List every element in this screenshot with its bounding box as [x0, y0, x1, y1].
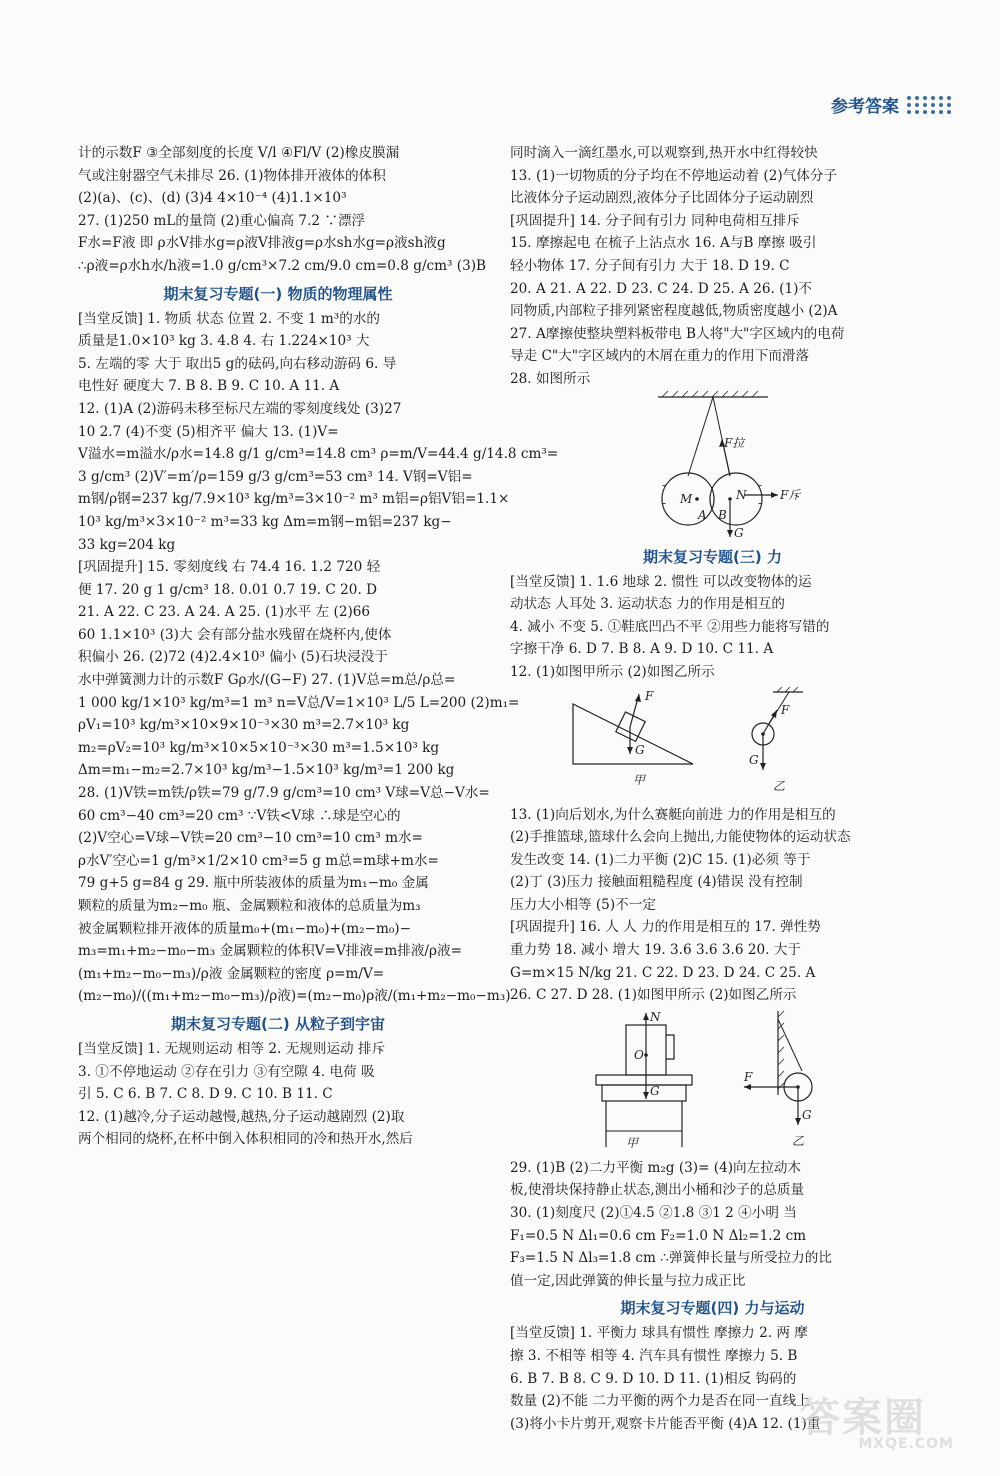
watermark-big: 答案圈 [800, 1395, 926, 1441]
text-line: (2)V空心=V球−V铁=20 cm³−10 cm³=10 cm³ m水= [78, 830, 423, 847]
text-line: 同物质,内部粒子排列紧密程度越低,物质密度越小 (2)A [510, 303, 838, 320]
text-line: 水中弹簧测力计的示数F Gρ水/(G−F) 27. (1)V总=m总/ρ总= [78, 672, 456, 689]
fig1-label: M [679, 491, 692, 506]
text-line: 积偏小 26. (2)72 (4)2.4×10³ 偏小 (5)石块浸没于 [78, 649, 388, 666]
text-line: [巩固提升] 15. 零刻度线 右 74.4 16. 1.2 720 轻 [78, 559, 381, 576]
fig2-caption: 甲 [632, 772, 645, 787]
section-title-4: 期末复习专题(四) 力与运动 [620, 1299, 805, 1318]
fig1-label: A [697, 507, 707, 522]
fig1-label: N [735, 487, 746, 502]
text-line: (2)丁 (3)压力 接触面粗糙程度 (4)错误 没有控制 [510, 874, 803, 891]
watermark-logo [800, 1386, 960, 1456]
text-line: (m₂−m₀)/((m₁+m₂−m₀−m₃)/ρ液)=(m₂−m₀)ρ液/(m₁+m₂−m₀−m₃) [78, 988, 511, 1005]
text-line: 字擦干净 6. D 7. B 8. A 9. D 10. C 11. A [510, 641, 774, 658]
text-line: 28. 如图所示 [510, 370, 591, 387]
svg-text:-: - [757, 495, 762, 510]
text-line: [巩固提升] 14. 分子间有引力 同种电荷相互排斥 [510, 212, 800, 229]
text-line: 数量 (2)不能 二力平衡的两个力是否在同一直线上 [510, 1393, 810, 1410]
text-line: 12. (1)A (2)游码未移至标尺左端的零刻度线处 (3)27 [78, 400, 402, 417]
text-line: [当堂反馈] 1. 1.6 地球 2. 惯性 可以改变物体的运 [510, 573, 812, 590]
text-line: 3. ①不停地运动 ②存在引力 ③有空隙 4. 电荷 吸 [78, 1063, 375, 1080]
text-line: 两个相同的烧杯,在杯中倒入体积相同的冷和热开水,然后 [78, 1131, 413, 1148]
text-line: F₃=1.5 N Δl₃=1.8 cm ∴弹簧伸长量与所受拉力的比 [510, 1250, 832, 1267]
text-line: 10³ kg/m³×3×10⁻² m³=33 kg Δm=m钢−m铝=237 kg− [78, 513, 452, 530]
svg-text:-: - [661, 495, 666, 510]
text-line: 动状态 人耳处 3. 运动状态 力的作用是相互的 [510, 596, 785, 613]
text-line: (2)(a)、(c)、(d) (3)4 4×10⁻⁴ (4)1.1×10³ [78, 190, 347, 207]
fig3-caption: 乙 [791, 1133, 804, 1148]
text-line: ρ水V′空心=1 g/m³×1/2×10 cm³=5 g m总=m球+m水= [78, 852, 439, 869]
text-line: 6. B 7. B 8. C 9. D 10. D 11. (1)相反 钩码的 [510, 1370, 797, 1387]
text-line: 13. (1)向后划水,为什么赛艇向前进 力的作用是相互的 [510, 806, 836, 823]
fig3-label: G [801, 1107, 812, 1122]
page-header [831, 92, 952, 117]
text-line: 26. C 27. D 28. (1)如图甲所示 (2)如图乙所示 [510, 987, 797, 1004]
text-line: [当堂反馈] 1. 无规则运动 相等 2. 无规则运动 排斥 [78, 1040, 386, 1057]
section-title-3: 期末复习专题(三) 力 [643, 547, 782, 566]
text-line: 10 2.7 (4)不变 (5)相齐平 偏大 13. (1)V= [78, 423, 339, 440]
text-line: 引 5. C 6. B 7. C 8. D 9. C 10. B 11. C [78, 1086, 333, 1103]
figure-incline-and-ball [563, 684, 863, 804]
text-line: 13. (1)一切物质的分子均在不停地运动着 (2)气体分子 [510, 167, 838, 184]
text-line: 颗粒的质量为m₂−m₀ 瓶、金属颗粒和液体的总质量为m₃ [78, 898, 421, 914]
right-intro [510, 142, 915, 391]
svg-text:-: - [661, 477, 666, 492]
fig2-label: F [780, 702, 789, 717]
text-line: 27. A摩擦使整块塑料板带电 B人将"大"字区域内的电荷 [510, 325, 845, 342]
text-line: 15. 摩擦起电 在梳子上沾点水 16. A与B 摩擦 吸引 [510, 235, 817, 252]
text-line: 1 000 kg/1×10³ kg/m³=1 m³ n=V总/V=1×10³ L/5 L=200 (2)m₁= [78, 694, 520, 711]
section-title-1: 期末复习专题(一) 物质的物理属性 [163, 284, 393, 303]
text-line: 3 g/cm³ (2)V′=m′/ρ=159 g/3 g/cm³=53 cm³ 14. V钢=V铝= [78, 468, 473, 485]
text-line: 电性好 硬度大 7. B 8. B 9. C 10. A 11. A [78, 378, 340, 395]
text-line: m₃=m₁+m₂−m₀−m₃ 金属颗粒的体积V=V排液=m排液/ρ液= [78, 943, 462, 960]
text-line: F水=F液 即 ρ水V排水g=ρ液V排液g=ρ水sh水g=ρ液sh液g [78, 235, 446, 252]
text-line: G=m×15 N/kg 21. C 22. D 23. D 24. C 25. A [510, 964, 816, 981]
text-line: ∴ρ液=ρ水h水/h液=1.0 g/cm³×7.2 cm/9.0 cm=0.8 g/cm³ (3)B [78, 257, 487, 274]
fig2-label: G [634, 742, 645, 757]
text-line: [当堂反馈] 1. 平衡力 球具有惯性 摩擦力 2. 两 摩 [510, 1325, 808, 1342]
header-title: 参考答案 [831, 97, 899, 117]
fig2-label: G [748, 752, 759, 767]
text-line: 20. A 21. A 22. D 23. C 24. D 25. A 26. (1)不 [510, 280, 813, 297]
figure-balloons [618, 391, 808, 541]
text-line: 计的示数F ③全部刻度的长度 V/l ④Fl/V (2)橡皮膜漏 [78, 145, 400, 161]
text-line: 比液体分子运动剧烈,液体分子比固体分子运动剧烈 [510, 190, 814, 207]
fig3-caption: 甲 [625, 1135, 638, 1150]
text-line: 发生改变 14. (1)二力平衡 (2)C 15. (1)必须 等于 [510, 851, 811, 868]
text-line: 质量是1.0×10³ kg 3. 4.8 4. 右 1.224×10³ 大 [78, 333, 370, 350]
text-line: 板,使滑块保持静止状态,测出小桶和沙子的总质量 [510, 1182, 805, 1199]
text-line: 12. (1)越冷,分子运动越慢,越热,分子运动越剧烈 (2)取 [78, 1108, 405, 1125]
text-line: 擦 3. 不相等 相等 4. 汽车具有惯性 摩擦力 5. B [510, 1348, 798, 1364]
text-line: Δm=m₁−m₂=2.7×10³ kg/m³−1.5×10³ kg/m³=1 200 kg [78, 762, 455, 779]
text-line: [当堂反馈] 1. 物质 状态 位置 2. 不变 1 m³的水的 [78, 310, 381, 327]
text-line: 气或注射器空气未排尽 26. (1)物体排开液体的体积 [78, 167, 386, 184]
text-line: ρV₁=10³ kg/m³×10×9×10⁻³×30 m³=2.7×10³ kg [78, 717, 410, 734]
text-line: 便 17. 20 g 1 g/cm³ 18. 0.01 0.7 19. C 20. D [78, 581, 377, 598]
right-column [510, 142, 915, 1435]
section-3-body-b [510, 804, 915, 1007]
text-line: 同时滴入一滴红墨水,可以观察到,热开水中红得较快 [510, 145, 818, 161]
text-line: m钢/ρ钢=237 kg/7.9×10³ kg/m³=3×10⁻² m³ m铝=ρ铝V铝=1.1× [78, 491, 510, 508]
section-title-2: 期末复习专题(二) 从粒子到宇宙 [171, 1014, 385, 1033]
text-line: 12. (1)如图甲所示 (2)如图乙所示 [510, 663, 715, 680]
text-line: 4. 减小 不变 5. ①鞋底凹凸不平 ②用些力能将写错的 [510, 618, 830, 635]
section-3-body-c [510, 1157, 915, 1293]
fig2-label: F [644, 688, 653, 703]
fig3-label: F [743, 1069, 752, 1084]
watermark-small: MXQE.COM [858, 1436, 954, 1452]
fig3-label: O [633, 1047, 644, 1062]
section-3-body-a [510, 571, 915, 684]
text-line: 被金属颗粒排开液体的质量m₀+(m₁−m₀)+(m₂−m₀)− [78, 920, 411, 937]
text-line: V溢水=m溢水/ρ水=14.8 g/1 g/cm³=14.8 cm³ ρ=m/V=44.4 g/14.8 cm³= [78, 446, 559, 463]
text-line: 30. (1)刻度尺 (2)①4.5 ②1.8 ③1 2 ④小明 当 [510, 1205, 797, 1222]
fig1-label: B [717, 507, 727, 522]
text-line: 79 g+5 g=84 g 29. 瓶中所装液体的质量为m₁−m₀ 金属 [78, 875, 429, 892]
text-line: 33 kg=204 kg [78, 536, 176, 553]
text-line: 21. A 22. C 23. A 24. A 25. (1)水平 左 (2)66 [78, 604, 371, 621]
text-line: [巩固提升] 16. 人 人 力的作用是相互的 17. 弹性势 [510, 919, 821, 936]
text-line: F₁=0.5 N Δl₁=0.6 cm F₂=1.0 N Δl₂=1.2 cm [510, 1227, 807, 1244]
text-line: 27. (1)250 mL的量筒 (2)重心偏高 7.2 ∵漂浮 [78, 212, 366, 229]
fig2-caption: 乙 [772, 778, 785, 793]
fig1-label: F斥 [779, 487, 800, 502]
fig1-label: G [733, 525, 744, 540]
text-line: 60 cm³−40 cm³=20 cm³ ∵V铁<V球 ∴球是空心的 [78, 807, 401, 824]
fig1-label: F拉 [723, 435, 744, 450]
text-line: (2)手推篮球,篮球什么会向上抛出,力能使物体的运动状态 [510, 829, 851, 846]
text-line: 导走 C"大"字区域内的木屑在重力的作用下而滑落 [510, 348, 810, 365]
text-line: 压力大小相等 (5)不一定 [510, 896, 656, 913]
svg-text:-: - [757, 477, 762, 492]
text-line: 重力势 18. 减小 增大 19. 3.6 3.6 3.6 20. 大于 [510, 942, 801, 959]
text-line: 60 1.1×10³ (3)大 会有部分盐水残留在烧杯内,使体 [78, 626, 392, 643]
header-dots-icon [907, 96, 952, 114]
text-line: (3)将小卡片剪开,观察卡片能否平衡 (4)A 12. (1)重 [510, 1415, 821, 1432]
left-intro [78, 142, 487, 278]
text-line: 轻小物体 17. 分子间有引力 大于 18. D 19. C [510, 257, 790, 274]
text-line: 28. (1)V铁=m铁/ρ铁=79 g/7.9 g/cm³=10 cm³ V球=V总−V水= [78, 785, 490, 802]
text-line: (m₁+m₂−m₀−m₃)/ρ液 金属颗粒的密度 ρ=m/V= [78, 965, 385, 982]
figure-cup-and-ball [588, 1007, 838, 1157]
section-2-body [78, 1038, 478, 1151]
fig3-label: N [649, 1009, 660, 1024]
text-line: 5. 左端的零 大于 取出5 g的砝码,向右移动游码 6. 导 [78, 355, 397, 372]
text-line: 值一定,因此弹簧的伸长量与拉力成正比 [510, 1272, 746, 1289]
text-line: m₂=ρV₂=10³ kg/m³×10×5×10⁻³×30 m³=1.5×10³ kg [78, 739, 440, 756]
text-line: 29. (1)B (2)二力平衡 m₂g (3)= (4)向左拉动木 [510, 1159, 802, 1176]
fig3-label: G [649, 1083, 660, 1098]
